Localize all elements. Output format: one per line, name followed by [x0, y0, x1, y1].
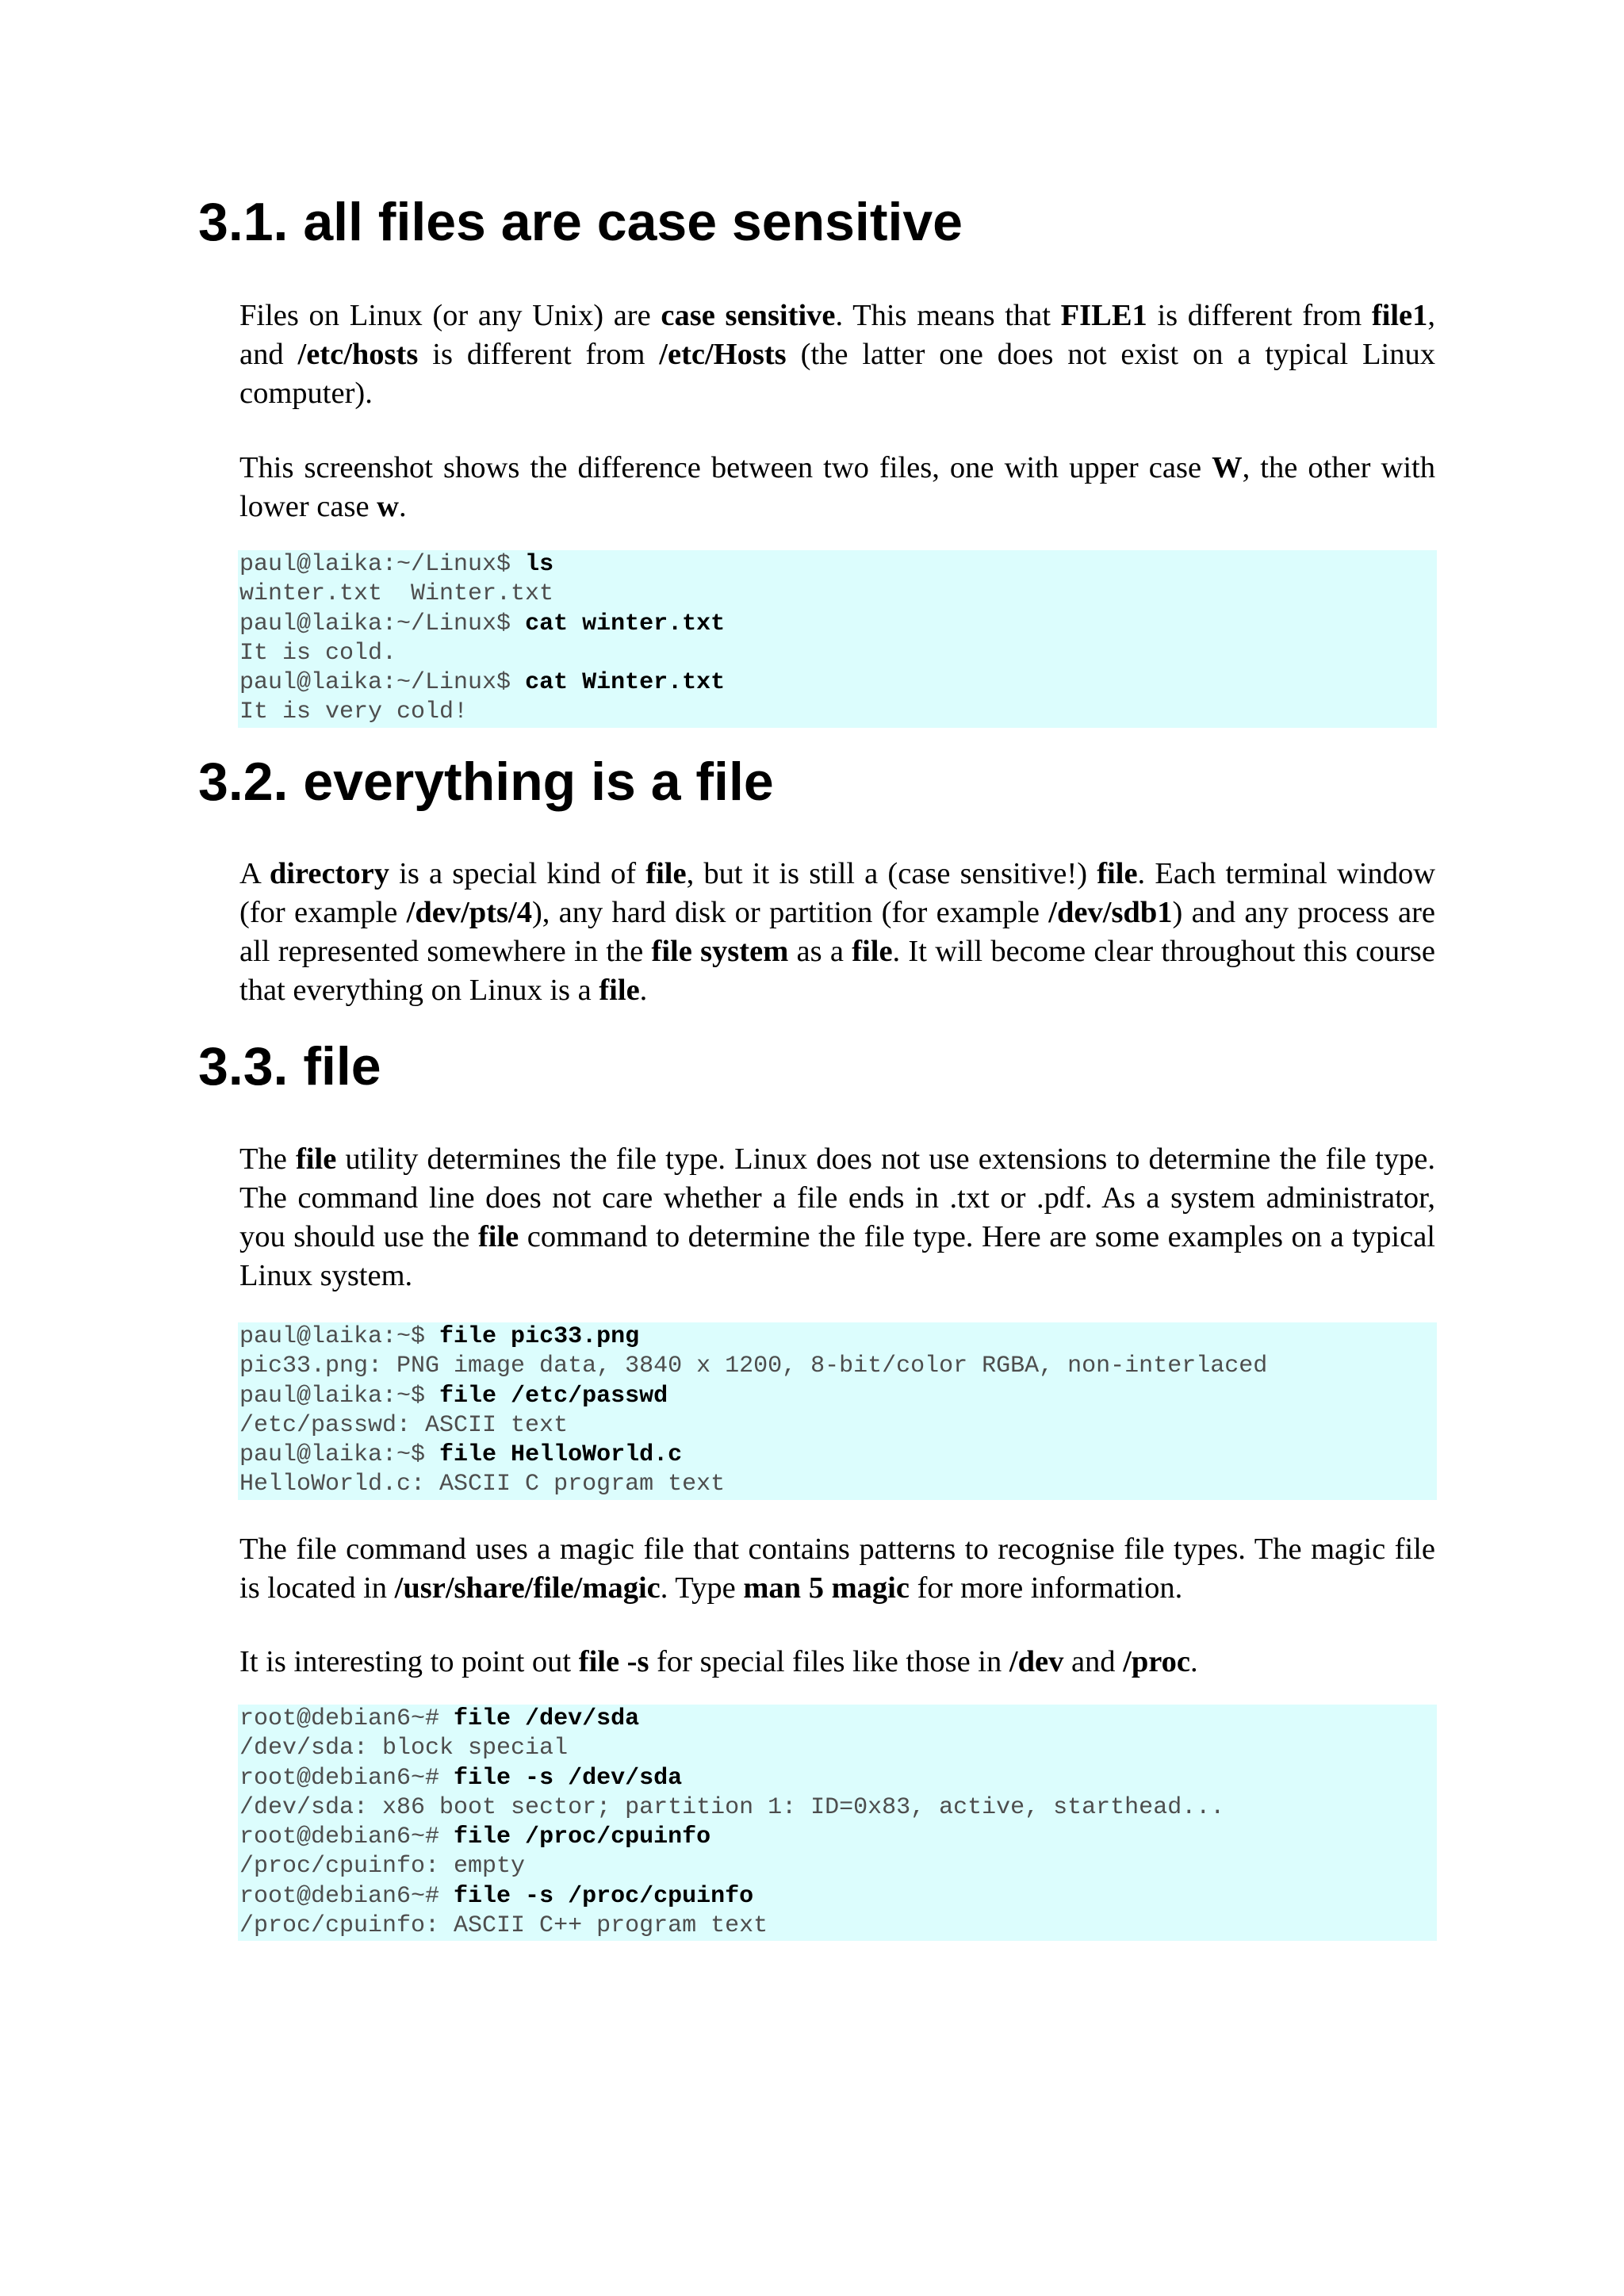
- text-run: (the latter one does not exist on a typical Linux computer).: [239, 338, 1435, 410]
- command-output: It is very cold!: [239, 698, 469, 726]
- code-block-file-s: [238, 1705, 1437, 1941]
- shell-prompt: paul@laika:~/Linux$: [239, 610, 526, 637]
- terminal-output-line: [239, 1911, 1435, 1941]
- text-run: , but it is still a (case sensitive!): [686, 857, 1097, 890]
- shell-prompt: paul@laika:~/Linux$: [239, 669, 526, 697]
- terminal-command-line: [239, 668, 1435, 698]
- text-run: It is interesting to point out: [239, 1645, 579, 1678]
- shell-prompt: root@debian6~#: [239, 1764, 454, 1792]
- terminal-command-line: [239, 1382, 1435, 1411]
- paragraph-everything-is-a-file: [239, 855, 1435, 1010]
- terminal-output-line: [239, 1852, 1435, 1881]
- terminal-output-line: [239, 698, 1435, 727]
- shell-command: file pic33.png: [439, 1323, 640, 1350]
- text-run: .: [398, 490, 407, 523]
- code-block-file-examples: [238, 1322, 1437, 1500]
- paragraph-file-s: [239, 1643, 1435, 1682]
- bold-term: file: [477, 1220, 519, 1253]
- bold-term: file: [295, 1142, 337, 1176]
- command-output: /etc/passwd: ASCII text: [239, 1411, 569, 1439]
- command-output: /dev/sda: x86 boot sector; partition 1: ID=0x83, active, starthead...: [239, 1793, 1225, 1821]
- bold-term: file system: [651, 935, 789, 968]
- paragraph-magic-file: [239, 1530, 1435, 1608]
- shell-prompt: root@debian6~#: [239, 1705, 454, 1732]
- text-run: is a special kind of: [389, 857, 646, 890]
- terminal-command-line: [239, 1823, 1435, 1852]
- terminal-command-line: [239, 610, 1435, 639]
- terminal-output-line: [239, 1734, 1435, 1763]
- bold-term: file -s: [578, 1645, 649, 1678]
- terminal-output-line: [239, 1411, 1435, 1441]
- terminal-command-line: [239, 1322, 1435, 1352]
- command-output: It is cold.: [239, 639, 397, 667]
- text-run: is different from: [418, 338, 660, 371]
- heading-3-2: 3.2. everything is a file: [198, 752, 774, 812]
- text-run: . This means that: [835, 299, 1061, 332]
- bold-term: W: [1212, 451, 1243, 484]
- command-output: /proc/cpuinfo: ASCII C++ program text: [239, 1912, 768, 1940]
- text-run: .: [639, 974, 648, 1007]
- shell-command: cat winter.txt: [525, 610, 726, 637]
- text-run: command to determine the file type. Here are some examples on a typical Linux system.: [239, 1220, 1435, 1292]
- shell-prompt: root@debian6~#: [239, 1882, 454, 1910]
- shell-command: file /etc/passwd: [439, 1382, 668, 1410]
- text-run: .: [1190, 1645, 1198, 1678]
- bold-term: file1: [1371, 299, 1428, 332]
- shell-command: file -s /proc/cpuinfo: [454, 1882, 754, 1910]
- shell-command: file HelloWorld.c: [439, 1441, 683, 1469]
- bold-term: file: [852, 935, 893, 968]
- paragraph-screenshot-intro: [239, 449, 1435, 526]
- text-run: . It will become clear throughout this course that everything on Linux is a: [239, 935, 1435, 1007]
- shell-command: file /dev/sda: [454, 1705, 640, 1732]
- text-run: and: [1063, 1645, 1124, 1678]
- text-run: , the other with lower case: [239, 451, 1435, 523]
- shell-prompt: paul@laika:~$: [239, 1382, 440, 1410]
- terminal-output-line: [239, 1470, 1435, 1499]
- text-run: ) and any process are all represented somewhere in the: [239, 896, 1435, 968]
- bold-term: /dev/pts/4: [406, 896, 532, 929]
- paragraph-file-utility: [239, 1140, 1435, 1295]
- bold-term: /etc/hosts: [297, 338, 419, 371]
- text-run: , and: [239, 299, 1436, 371]
- terminal-command-line: [239, 550, 1435, 580]
- command-output: winter.txt Winter.txt: [239, 580, 554, 608]
- bold-term: /usr/share/file/magic: [394, 1571, 661, 1605]
- text-run: is different from: [1147, 299, 1372, 332]
- text-run: The: [239, 1142, 296, 1176]
- terminal-output-line: [239, 1793, 1435, 1823]
- terminal-command-line: [239, 1705, 1435, 1734]
- shell-prompt: paul@laika:~/Linux$: [239, 551, 526, 578]
- text-run: for special files like those in: [649, 1645, 1009, 1678]
- paragraph-case-sensitive: [239, 297, 1435, 413]
- heading-3-3: 3.3. file: [198, 1036, 381, 1096]
- bold-term: directory: [269, 857, 389, 890]
- shell-command: file /proc/cpuinfo: [454, 1823, 711, 1851]
- text-run: for more information.: [909, 1571, 1183, 1605]
- text-run: The file command uses a magic file that contains patterns to recognise file types. The magic file is located in: [239, 1533, 1435, 1605]
- text-run: . Type: [660, 1571, 744, 1605]
- bold-term: man 5 magic: [743, 1571, 910, 1605]
- text-run: as a: [788, 935, 852, 968]
- text-run: . Each terminal window (for example: [239, 857, 1436, 929]
- bold-term: file: [599, 974, 640, 1007]
- shell-prompt: root@debian6~#: [239, 1823, 454, 1851]
- terminal-command-line: [239, 1441, 1435, 1470]
- text-run: ), any hard disk or partition (for example: [531, 896, 1049, 929]
- text-run: utility determines the file type. Linux does not use extensions to determine the file type. The command line does not care whether a file ends in .txt or .pdf. As a system administrator, you should use the: [239, 1142, 1435, 1253]
- shell-command: cat Winter.txt: [525, 669, 726, 697]
- shell-command: ls: [525, 551, 554, 578]
- command-output: HelloWorld.c: ASCII C program text: [239, 1471, 726, 1498]
- bold-term: file: [645, 857, 687, 890]
- command-output: /dev/sda: block special: [239, 1735, 569, 1762]
- text-run: This screenshot shows the difference between two files, one with upper case: [239, 451, 1212, 484]
- text-run: Files on Linux (or any Unix) are: [239, 299, 661, 332]
- terminal-output-line: [239, 580, 1435, 609]
- terminal-command-line: [239, 1764, 1435, 1793]
- shell-prompt: paul@laika:~$: [239, 1441, 440, 1469]
- text-run: A: [239, 857, 270, 890]
- shell-prompt: paul@laika:~$: [239, 1323, 440, 1350]
- bold-term: file: [1097, 857, 1138, 890]
- bold-term: FILE1: [1060, 299, 1147, 332]
- bold-term: /etc/Hosts: [659, 338, 787, 371]
- terminal-command-line: [239, 1882, 1435, 1911]
- bold-term: /proc: [1123, 1645, 1191, 1678]
- bold-term: case sensitive: [661, 299, 836, 332]
- heading-3-1: 3.1. all files are case sensitive: [198, 192, 963, 252]
- terminal-output-line: [239, 639, 1435, 668]
- command-output: pic33.png: PNG image data, 3840 x 1200, 8-bit/color RGBA, non-interlaced: [239, 1353, 1268, 1380]
- bold-term: /dev: [1009, 1645, 1064, 1678]
- bold-term: w: [377, 490, 399, 523]
- command-output: /proc/cpuinfo: empty: [239, 1853, 526, 1881]
- code-block-case-sensitive: [238, 550, 1437, 728]
- terminal-output-line: [239, 1352, 1435, 1381]
- bold-term: /dev/sdb1: [1048, 896, 1173, 929]
- shell-command: file -s /dev/sda: [454, 1764, 683, 1792]
